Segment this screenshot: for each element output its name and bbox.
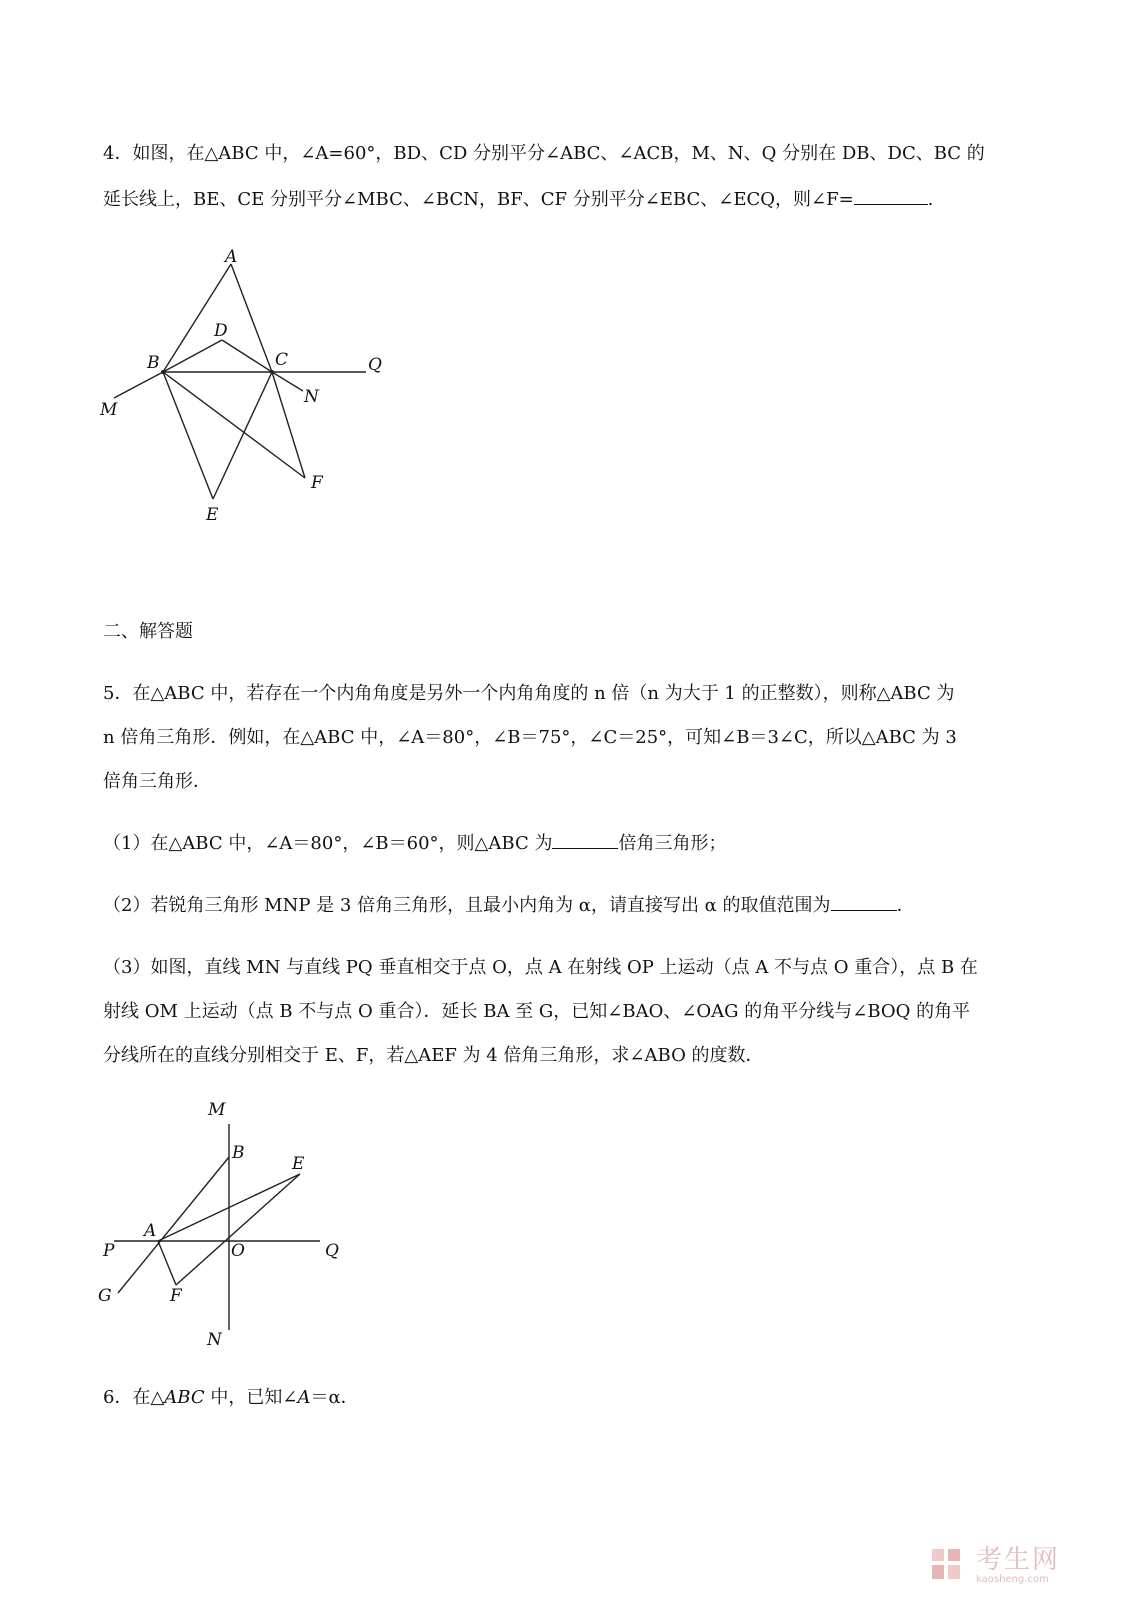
q4-seg-be — [163, 372, 213, 499]
q4-point-c — [270, 370, 274, 374]
q4-label-n: N — [304, 387, 319, 407]
q5-part-3-line-2: 射线 OM 上运动（点 B 不与点 O 重合）．延长 BA 至 G，已知∠BAO、∠OAG 的角平分线与∠BOQ 的角平 — [103, 1001, 971, 1022]
q5-seg-fe — [176, 1174, 300, 1285]
q4-line-2-end: . — [927, 189, 934, 210]
q4-label-a: A — [225, 247, 238, 267]
q5-line-2: n 倍角三角形．例如，在△ABC 中，∠A＝80°，∠B＝75°，∠C＝25°，可知∠B＝3∠C，所以△ABC 为 3 — [103, 727, 957, 748]
q6-line — [103, 1384, 1021, 1412]
q5-label-m: M — [208, 1100, 226, 1120]
q4-label-d: D — [214, 321, 228, 341]
q4-seg-dc — [222, 340, 272, 372]
q4-label-c: C — [275, 350, 289, 370]
q5-part-3-line-3: 分线所在的直线分别相交于 E、F，若△AEF 为 4 倍角三角形，求∠ABO 的度数． — [103, 1045, 764, 1066]
q4-seg-bf — [163, 372, 305, 478]
section-title: 二、解答题 — [103, 621, 193, 642]
q4-line-2-text: 延长线上，BE、CE 分别平分∠MBC、∠BCN，BF、CF 分别平分∠EBC、∠ECQ，则∠F= — [103, 189, 854, 210]
q5-part-3-line-1: （3）如图，直线 MN 与直线 PQ 垂直相交于点 O，点 A 在射线 OP 上运动（点 A 不与点 O 重合），点 B 在 — [103, 957, 978, 978]
q5-part-1-blank — [552, 830, 618, 849]
q5-label-q: Q — [325, 1241, 339, 1261]
watermark — [930, 1545, 1060, 1589]
q5-seg-af — [158, 1241, 176, 1285]
q5-line-1: 5．在△ABC 中，若存在一个内角角度是另外一个内角角度的 n 倍（n 为大于 1 的正整数），则称△ABC 为 — [103, 683, 955, 704]
q5-part-2-end: ． — [896, 895, 915, 916]
q5-part-1 — [103, 830, 1021, 858]
q5-label-f: F — [170, 1286, 182, 1306]
q5-part-1-text: （1）在△ABC 中，∠A＝80°，∠B＝60°，则△ABC 为 — [103, 833, 553, 854]
q4-seg-cn — [272, 372, 303, 391]
q5-part-2-blank — [831, 892, 897, 911]
q5-line-3: 倍角三角形． — [103, 771, 211, 792]
q5-label-o: O — [231, 1241, 245, 1261]
q4-seg-ce — [213, 372, 272, 499]
q4-seg-bd — [163, 340, 222, 372]
q5-part-1-end: 倍角三角形； — [618, 833, 727, 854]
q5-label-n: N — [207, 1330, 222, 1350]
q6-text-2: 中，已知∠ — [204, 1387, 298, 1408]
q4-answer-blank — [854, 186, 928, 205]
q5-label-p: P — [103, 1241, 115, 1261]
q5-label-b: B — [232, 1143, 245, 1163]
q4-label-q: Q — [368, 355, 382, 375]
q5-part-2 — [103, 892, 1021, 920]
q6-text-3: ＝α． — [310, 1387, 359, 1408]
q4-seg-cf — [272, 372, 305, 478]
q4-label-b: B — [147, 353, 160, 373]
q5-label-e: E — [292, 1154, 305, 1174]
q5-seg-bg — [118, 1157, 229, 1293]
q4-label-f: F — [311, 473, 323, 493]
q6-abc: ABC — [164, 1387, 205, 1408]
q5-part-2-text: （2）若锐角三角形 MNP 是 3 倍角三角形，且最小内角为 α，请直接写出 α 的取值范围为 — [103, 895, 831, 916]
q4-point-b — [161, 370, 165, 374]
q5-label-g: G — [98, 1286, 112, 1306]
q4-line-1: 4．如图，在△ABC 中，∠A=60°，BD、CD 分别平分∠ABC、∠ACB，M、N、Q 分别在 DB、DC、BC 的 — [103, 143, 985, 164]
watermark-text: 考生网 — [976, 1545, 1061, 1575]
q5-seg-ae — [158, 1174, 300, 1241]
q4-seg-ac — [231, 264, 272, 372]
q4-seg-bm — [114, 372, 163, 398]
q4-seg-ab — [163, 264, 231, 372]
q6-a: A — [297, 1387, 311, 1408]
q4-label-m: M — [100, 400, 118, 420]
q4-line-2 — [103, 186, 1021, 214]
q4-label-e: E — [206, 505, 219, 525]
q5-label-a: A — [144, 1221, 157, 1241]
watermark-logo-icon — [930, 1545, 970, 1585]
watermark-sub: kaosheng.com — [976, 1574, 1049, 1585]
q6-text-1: 6．在△ — [103, 1387, 165, 1408]
